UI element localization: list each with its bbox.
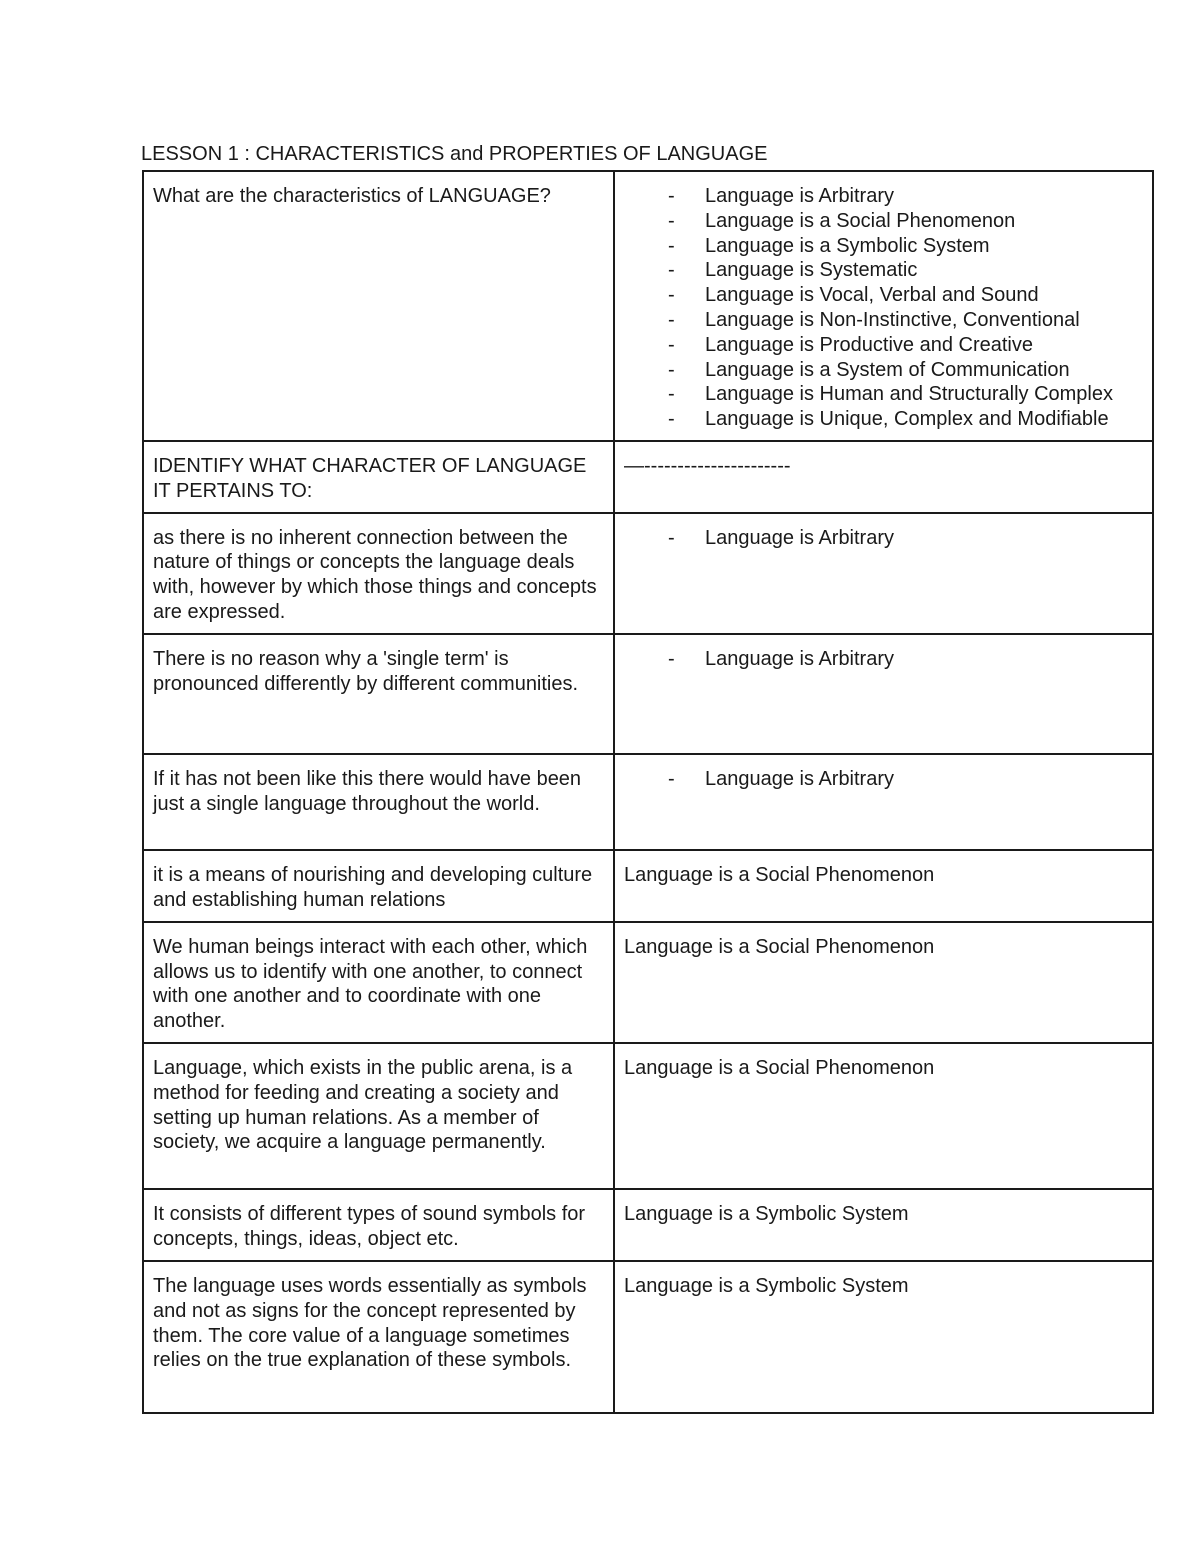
list-item: - Language is Human and Structurally Complex [660,382,1143,407]
list-item: - Language is a System of Communication [660,358,1143,383]
statement-cell: We human beings interact with each other, which allows us to identify with one another, to connect with one another and to coordinate with one another. [143,922,614,1043]
question-cell: What are the characteristics of LANGUAGE? [143,171,614,441]
answer-cell [614,754,1153,850]
list-item: - Language is Non-Instinctive, Conventional [660,308,1143,333]
answer-cell: Language is a Social Phenomenon [614,1043,1153,1189]
statement-cell: There is no reason why a 'single term' is pronounced differently by different communities. [143,634,614,754]
statement-cell: The language uses words essentially as symbols and not as signs for the concept represented by them. The core value of a language sometimes relies on the true explanation of these symbols. [143,1261,614,1413]
table-row [143,922,1153,1043]
table-row [143,634,1153,754]
dash-marker: - [668,767,675,790]
statement-cell: it is a means of nourishing and developing culture and establishing human relations [143,850,614,922]
table-row [143,754,1153,850]
answer-cell [614,634,1153,754]
list-item: - Language is a Symbolic System [660,234,1143,259]
answer-cell: Language is a Social Phenomenon [614,922,1153,1043]
statement-cell: as there is no inherent connection between the nature of things or concepts the language deals with, however by which those things and concepts are expressed. [143,513,614,634]
answer-cell: Language is a Symbolic System [614,1261,1153,1413]
answer-cell [614,513,1153,634]
characteristics-list-cell [614,171,1153,441]
statement-cell: It consists of different types of sound symbols for concepts, things, ideas, object etc. [143,1189,614,1261]
separator-cell [614,441,1153,513]
list-item: - Language is Productive and Creative [660,333,1143,358]
dash-marker: - [668,526,675,549]
table-row [143,171,1153,441]
answer-text: Language is Arbitrary [705,526,895,549]
list-item: - Language is Systematic [660,258,1143,283]
identify-prompt-cell: IDENTIFY WHAT CHARACTER OF LANGUAGE IT PERTAINS TO: [143,441,614,513]
table-row [143,1043,1153,1189]
list-item: - Language is Unique, Complex and Modifiable [660,407,1143,432]
statement-cell: Language, which exists in the public arena, is a method for feeding and creating a society and setting up human relations. As a member of society, we acquire a language permanently. [143,1043,614,1189]
table-row [143,850,1153,922]
list-item: - Language is Vocal, Verbal and Sound [660,283,1143,308]
characteristics-table [142,170,1154,1414]
answer-text: Language is Arbitrary [705,647,895,670]
lesson-title: LESSON 1 : CHARACTERISTICS and PROPERTIES OF LANGUAGE [141,143,768,165]
answer-cell: Language is a Symbolic System [614,1189,1153,1261]
characteristics-list [624,184,1143,432]
separator-line: —---------------------- [624,455,791,477]
statement-cell: If it has not been like this there would have been just a single language throughout the world. [143,754,614,850]
table-row [143,1189,1153,1261]
table-row [143,1261,1153,1413]
table-row [143,441,1153,513]
answer-text: Language is Arbitrary [705,767,895,790]
answer-cell: Language is a Social Phenomenon [614,850,1153,922]
dash-marker: - [668,647,675,670]
list-item: - Language is a Social Phenomenon [660,209,1143,234]
table-row [143,513,1153,634]
list-item: - Language is Arbitrary [660,184,1143,209]
